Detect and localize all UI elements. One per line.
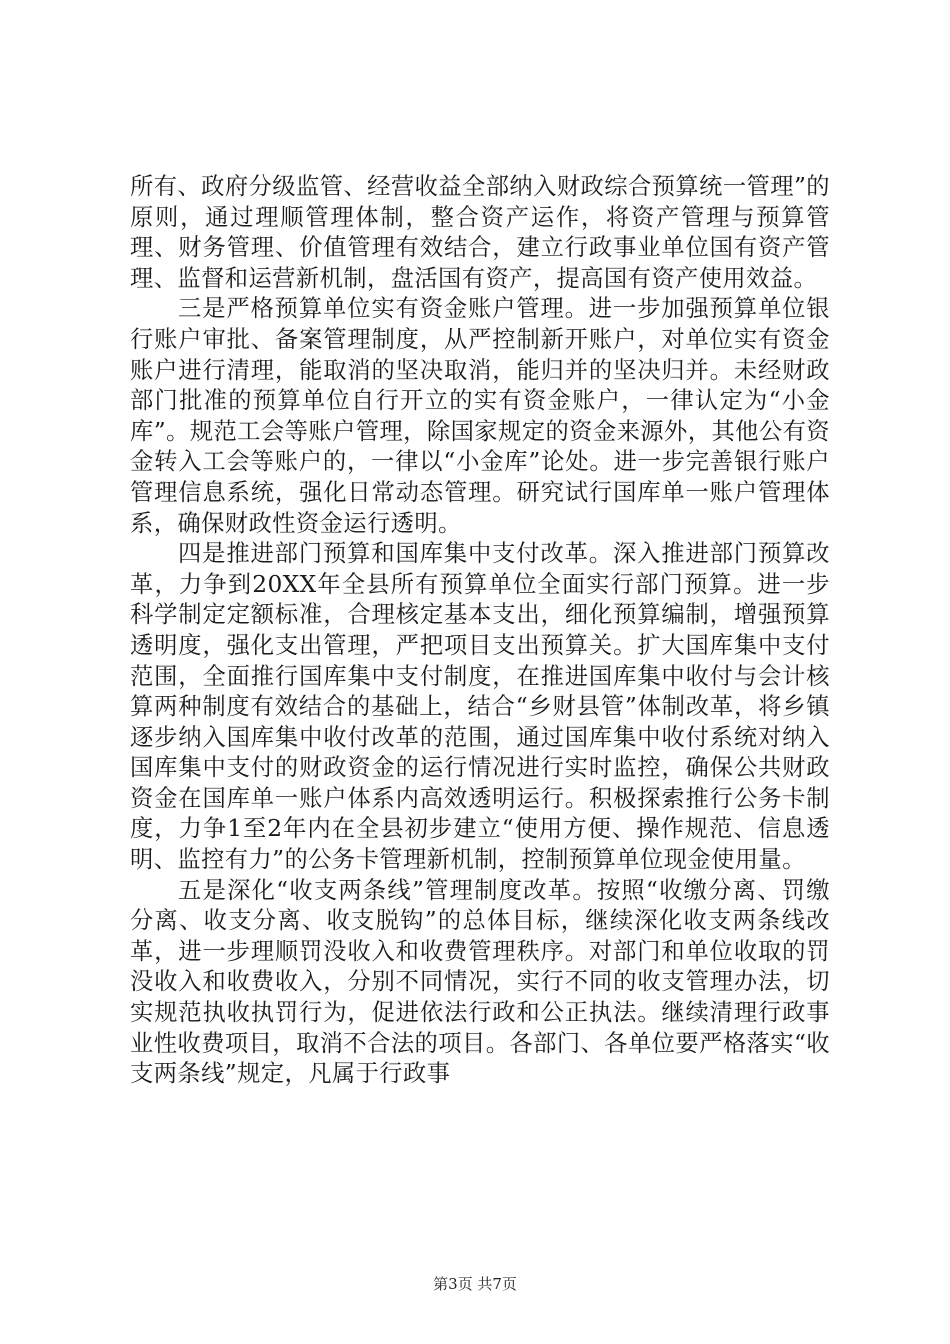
paragraph-budget-reform: 四是推进部门预算和国库集中支付改革。深入推进部门预算改革，力争到20XX年全县所有预算单位全面实行部门预算。进一步科学制定定额标准，合理核定基本支出，细化预算编制，增强预算透明度，强化支出管理，严把项目支出预算关。扩大国库集中支付范围，全面推行国库集中支付制度，在推进国库集中收付与会计核算两种制度有效结合的基础上，结合“乡财县管”体制改革，将乡镇逐步纳入国库集中收付改革的范围，通过国库集中收付系统对纳入国库集中支付的财政资金的运行情况进行实时监控，确保公共财政资金在国库单一账户体系内高效透明运行。积极探索推行公务卡制度，力争1至2年内在全县初步建立“使用方便、操作规范、信息透明、监控有力”的公务卡管理新机制，控制预算单位现金使用量。 — [130, 540, 830, 874]
paragraph-two-lines-reform: 五是深化“收支两条线”管理制度改革。按照“收缴分离、罚缴分离、收支分离、收支脱钩”的总体目标，继续深化收支两条线改革，进一步理顺罚没收入和收费管理秩序。对部门和单位收取的罚没收入和收费收入，分别不同情况，实行不同的收支管理办法，切实规范执收执罚行为，促进依法行政和公正执法。继续清理行政事业性收费项目，取消不合法的项目。各部门、各单位要严格落实“收支两条线”规定，凡属于行政事 — [130, 876, 830, 1088]
page-number-footer: 第3页 共7页 — [433, 1275, 517, 1293]
paragraph-asset-management: 所有、政府分级监管、经营收益全部纳入财政综合预算统一管理”的原则，通过理顺管理体制，整合资产运作，将资产管理与预算管理、财务管理、价值管理有效结合，建立行政事业单位国有资产管理、监督和运营新机制，盘活国有资产，提高国有资产使用效益。 — [130, 173, 830, 292]
paragraph-account-management: 三是严格预算单位实有资金账户管理。进一步加强预算单位银行账户审批、备案管理制度，从严控制新开账户，对单位实有资金账户进行清理，能取消的坚决取消，能归并的坚决归并。未经财政部门批准的预算单位自行开立的实有资金账户，一律认定为“小金库”。规范工会等账户管理，除国家规定的资金来源外，其他公有资金转入工会等账户的，一律以“小金库”论处。进一步完善银行账户管理信息系统，强化日常动态管理。研究试行国库单一账户管理体系，确保财政性资金运行透明。 — [130, 295, 830, 537]
document-body — [130, 172, 830, 1090]
